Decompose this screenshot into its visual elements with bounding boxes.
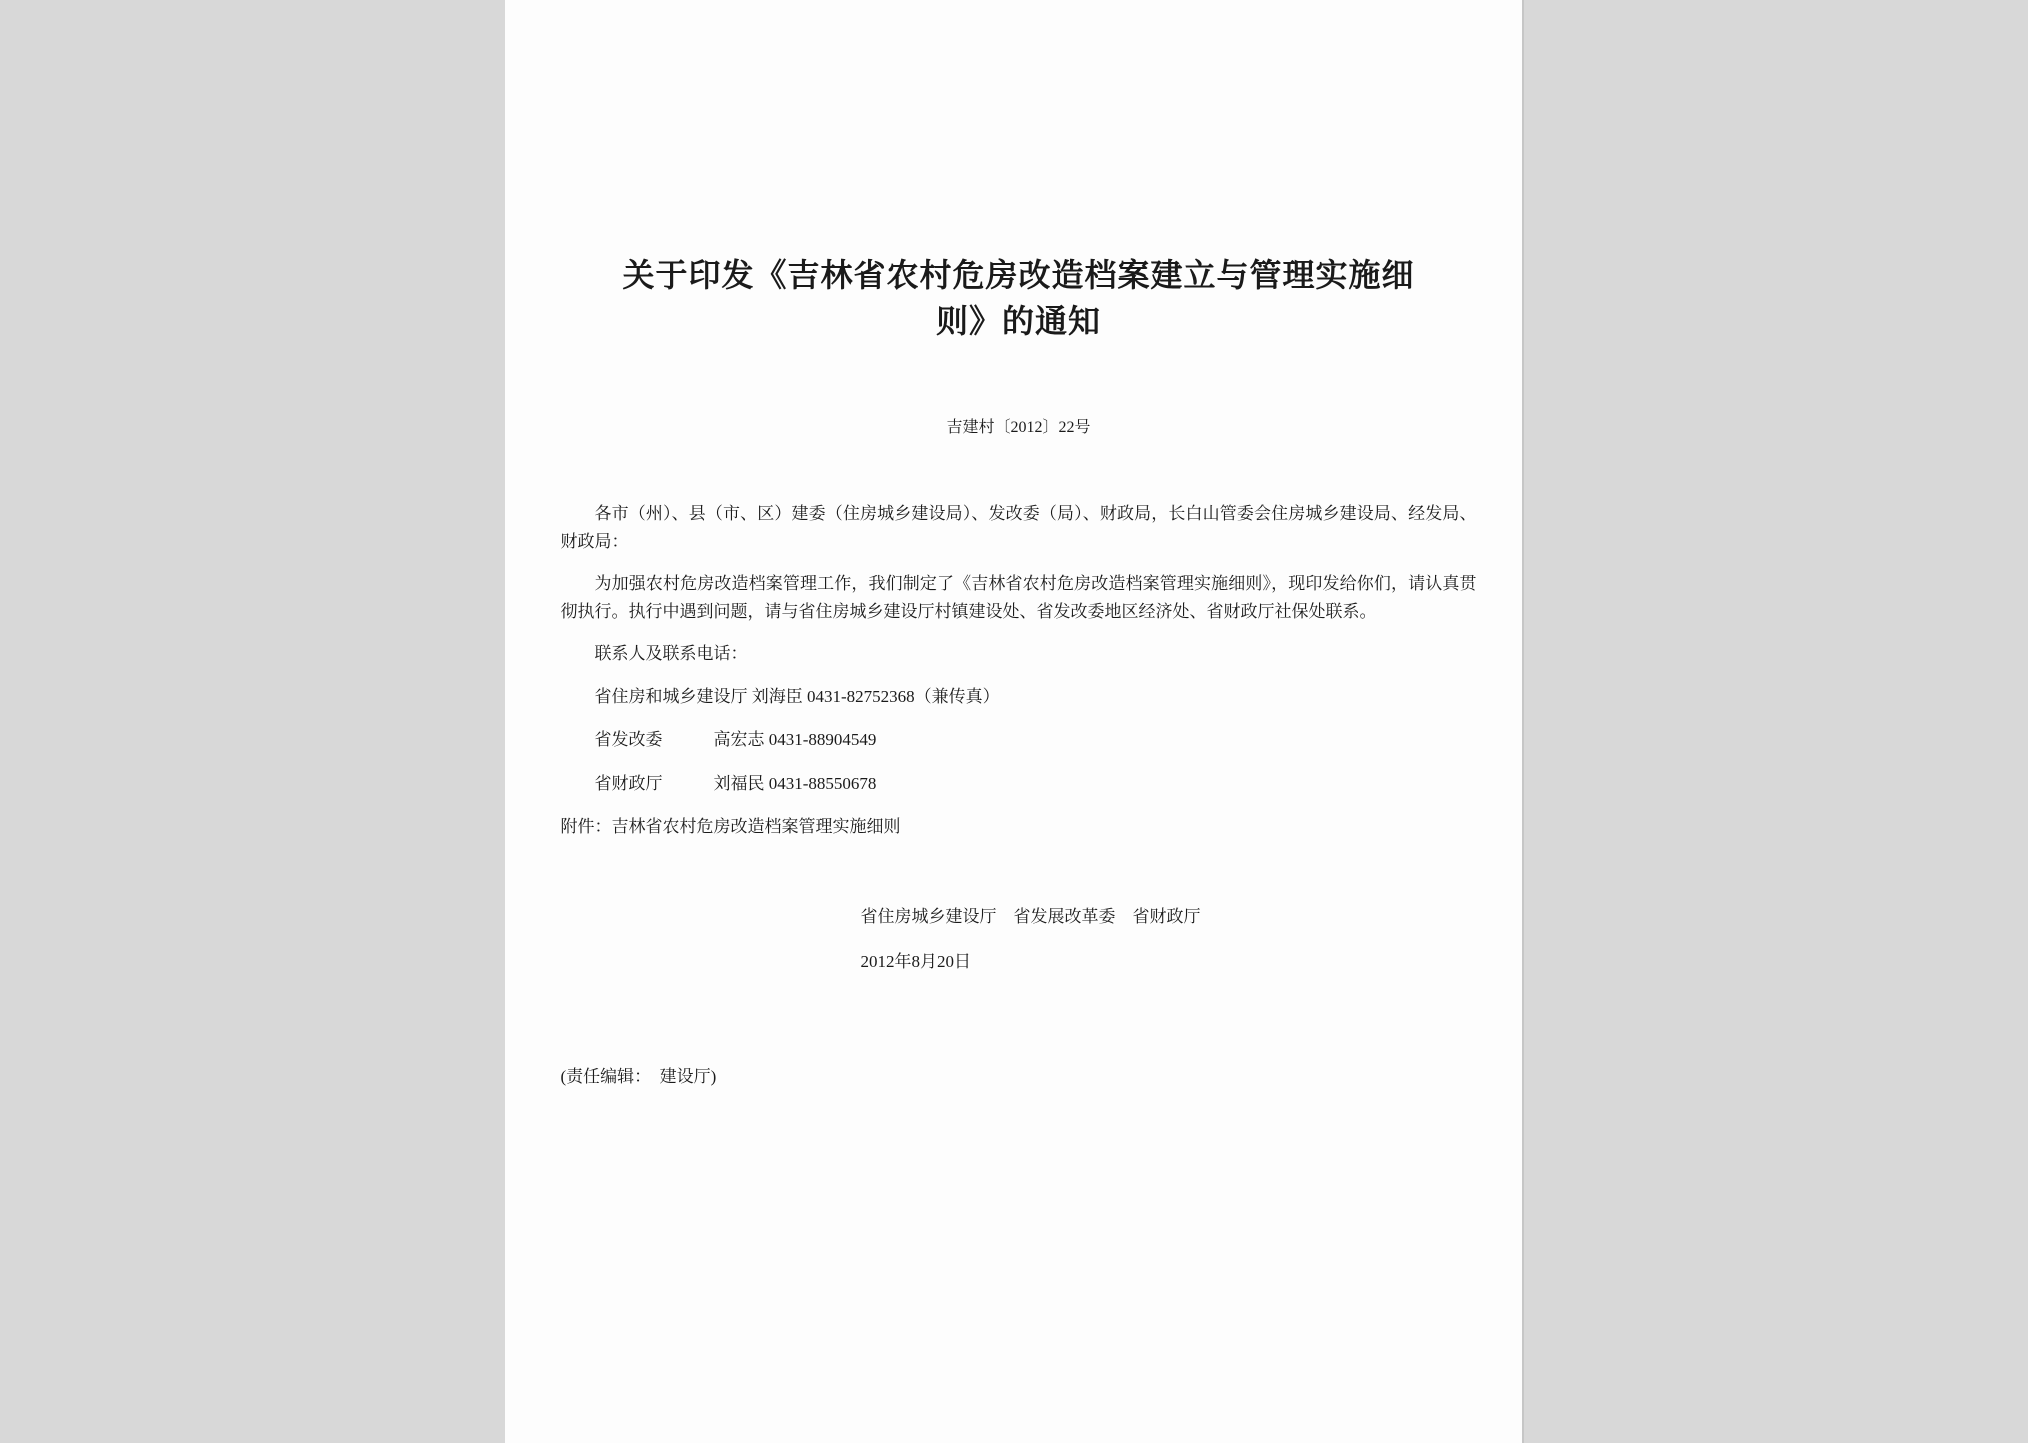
document-title-line-1: 关于印发《吉林省农村危房改造档案建立与管理实施细 <box>622 257 1415 293</box>
contact-header: 联系人及联系电话： <box>594 644 748 663</box>
contact-line-housing: 省住房和城乡建设厅 刘海臣 0431-82752368（兼传真） <box>594 687 1000 706</box>
document-page <box>505 0 1524 1443</box>
contact-line-development: 省发改委 高宏志 0431-88904549 <box>594 730 877 749</box>
body-paragraph: 为加强农村危房改造档案管理工作，我们制定了《吉林省农村危房改造档案管理实施细则》，现印发给你们，请认真贯彻执行。执行中遇到问题，请与省住房城乡建设厅村镇建设处、省发改委地区经济处、省财政厅社保处联系。 <box>560 574 1477 621</box>
signature-issuers: 省住房城乡建设厅 省发展改革委 省财政厅 <box>860 907 1201 926</box>
editor-note: (责任编辑： 建设厅) <box>560 1067 717 1086</box>
attachment-line: 附件：吉林省农村危房改造档案管理实施细则 <box>560 817 901 836</box>
document-title <box>561 252 1477 344</box>
document-number: 吉建村〔2012〕22号 <box>946 419 1091 436</box>
document-content <box>505 0 1522 1091</box>
signature-date: 2012年8月20日 <box>860 952 971 971</box>
document-title-line-2: 则》的通知 <box>935 303 1101 339</box>
recipients-paragraph: 各市（州）、县（市、区）建委（住房城乡建设局）、发改委（局）、财政局，长白山管委会住房城乡建设局、经发局、财政局： <box>560 504 1477 551</box>
signature-block <box>861 903 1477 976</box>
contact-line-finance: 省财政厅 刘福民 0431-88550678 <box>594 774 877 793</box>
